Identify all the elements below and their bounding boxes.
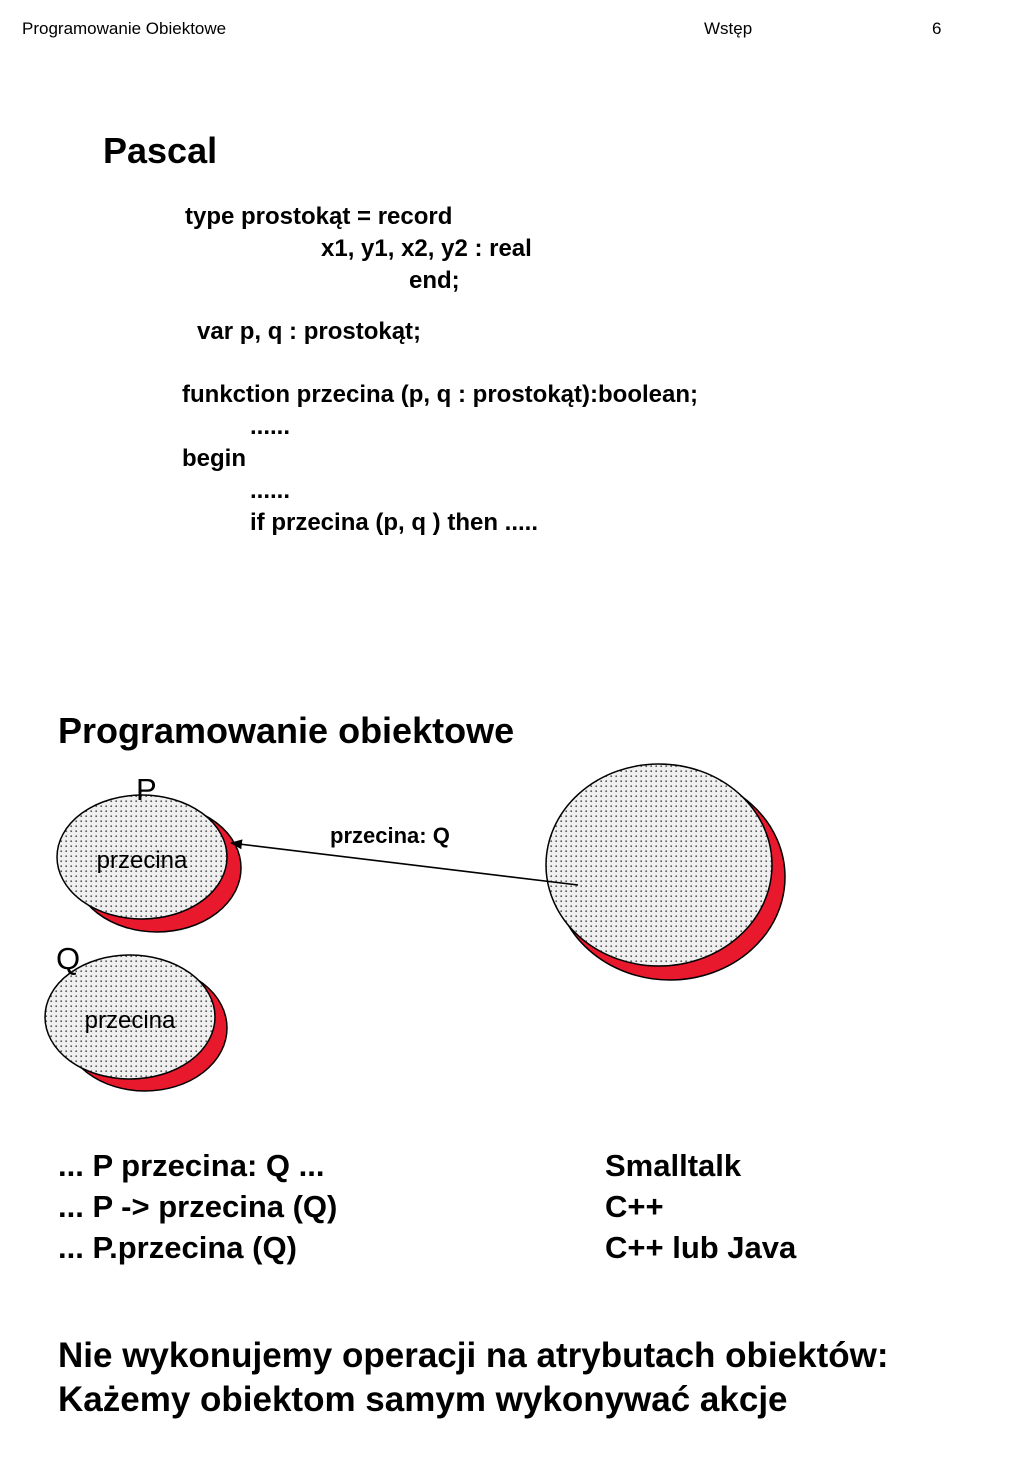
code-line-function: funkction przecina (p, q : prostokąt):boolean; <box>182 381 698 408</box>
code-line-var: var p, q : prostokąt; <box>197 318 422 345</box>
sender-object-body <box>546 764 772 966</box>
object-q-method: przecina <box>84 1007 176 1034</box>
header-course: Programowanie Obiektowe <box>22 19 227 38</box>
syntax-smalltalk: ... P przecina: Q ... <box>58 1148 325 1183</box>
language-smalltalk: Smalltalk <box>605 1148 742 1183</box>
code-line-end: end; <box>409 267 460 294</box>
sender-object <box>546 764 785 980</box>
pascal-title: Pascal <box>103 130 218 171</box>
code-line-ellipsis-1: ...... <box>250 413 291 440</box>
header-page-number: 6 <box>932 19 942 38</box>
code-line-type: type prostokąt = record <box>185 203 453 230</box>
code-line-fields: x1, y1, x2, y2 : real <box>321 235 532 262</box>
syntax-cpp-pointer: ... P -> przecina (Q) <box>58 1189 338 1224</box>
language-cpp-or-java: C++ lub Java <box>605 1230 797 1265</box>
object-p-label: P <box>136 772 157 807</box>
object-p <box>57 795 241 932</box>
message-label: przecina: Q <box>330 823 450 848</box>
header-section: Wstęp <box>704 19 753 38</box>
code-line-begin: begin <box>182 445 246 472</box>
code-line-ellipsis-2: ...... <box>250 477 291 504</box>
oop-title: Programowanie obiektowe <box>58 710 515 751</box>
object-q-label: Q <box>56 941 81 976</box>
conclusion-line-2: Każemy obiektom samym wykonywać akcje <box>58 1380 788 1419</box>
message-arrow <box>231 843 578 885</box>
conclusion-line-1: Nie wykonujemy operacji na atrybutach obiektów: <box>58 1336 889 1375</box>
language-cpp: C++ <box>605 1189 664 1224</box>
code-line-if: if przecina (p, q ) then ..... <box>250 509 539 536</box>
object-p-method: przecina <box>96 847 188 874</box>
syntax-dot: ... P.przecina (Q) <box>58 1230 297 1265</box>
